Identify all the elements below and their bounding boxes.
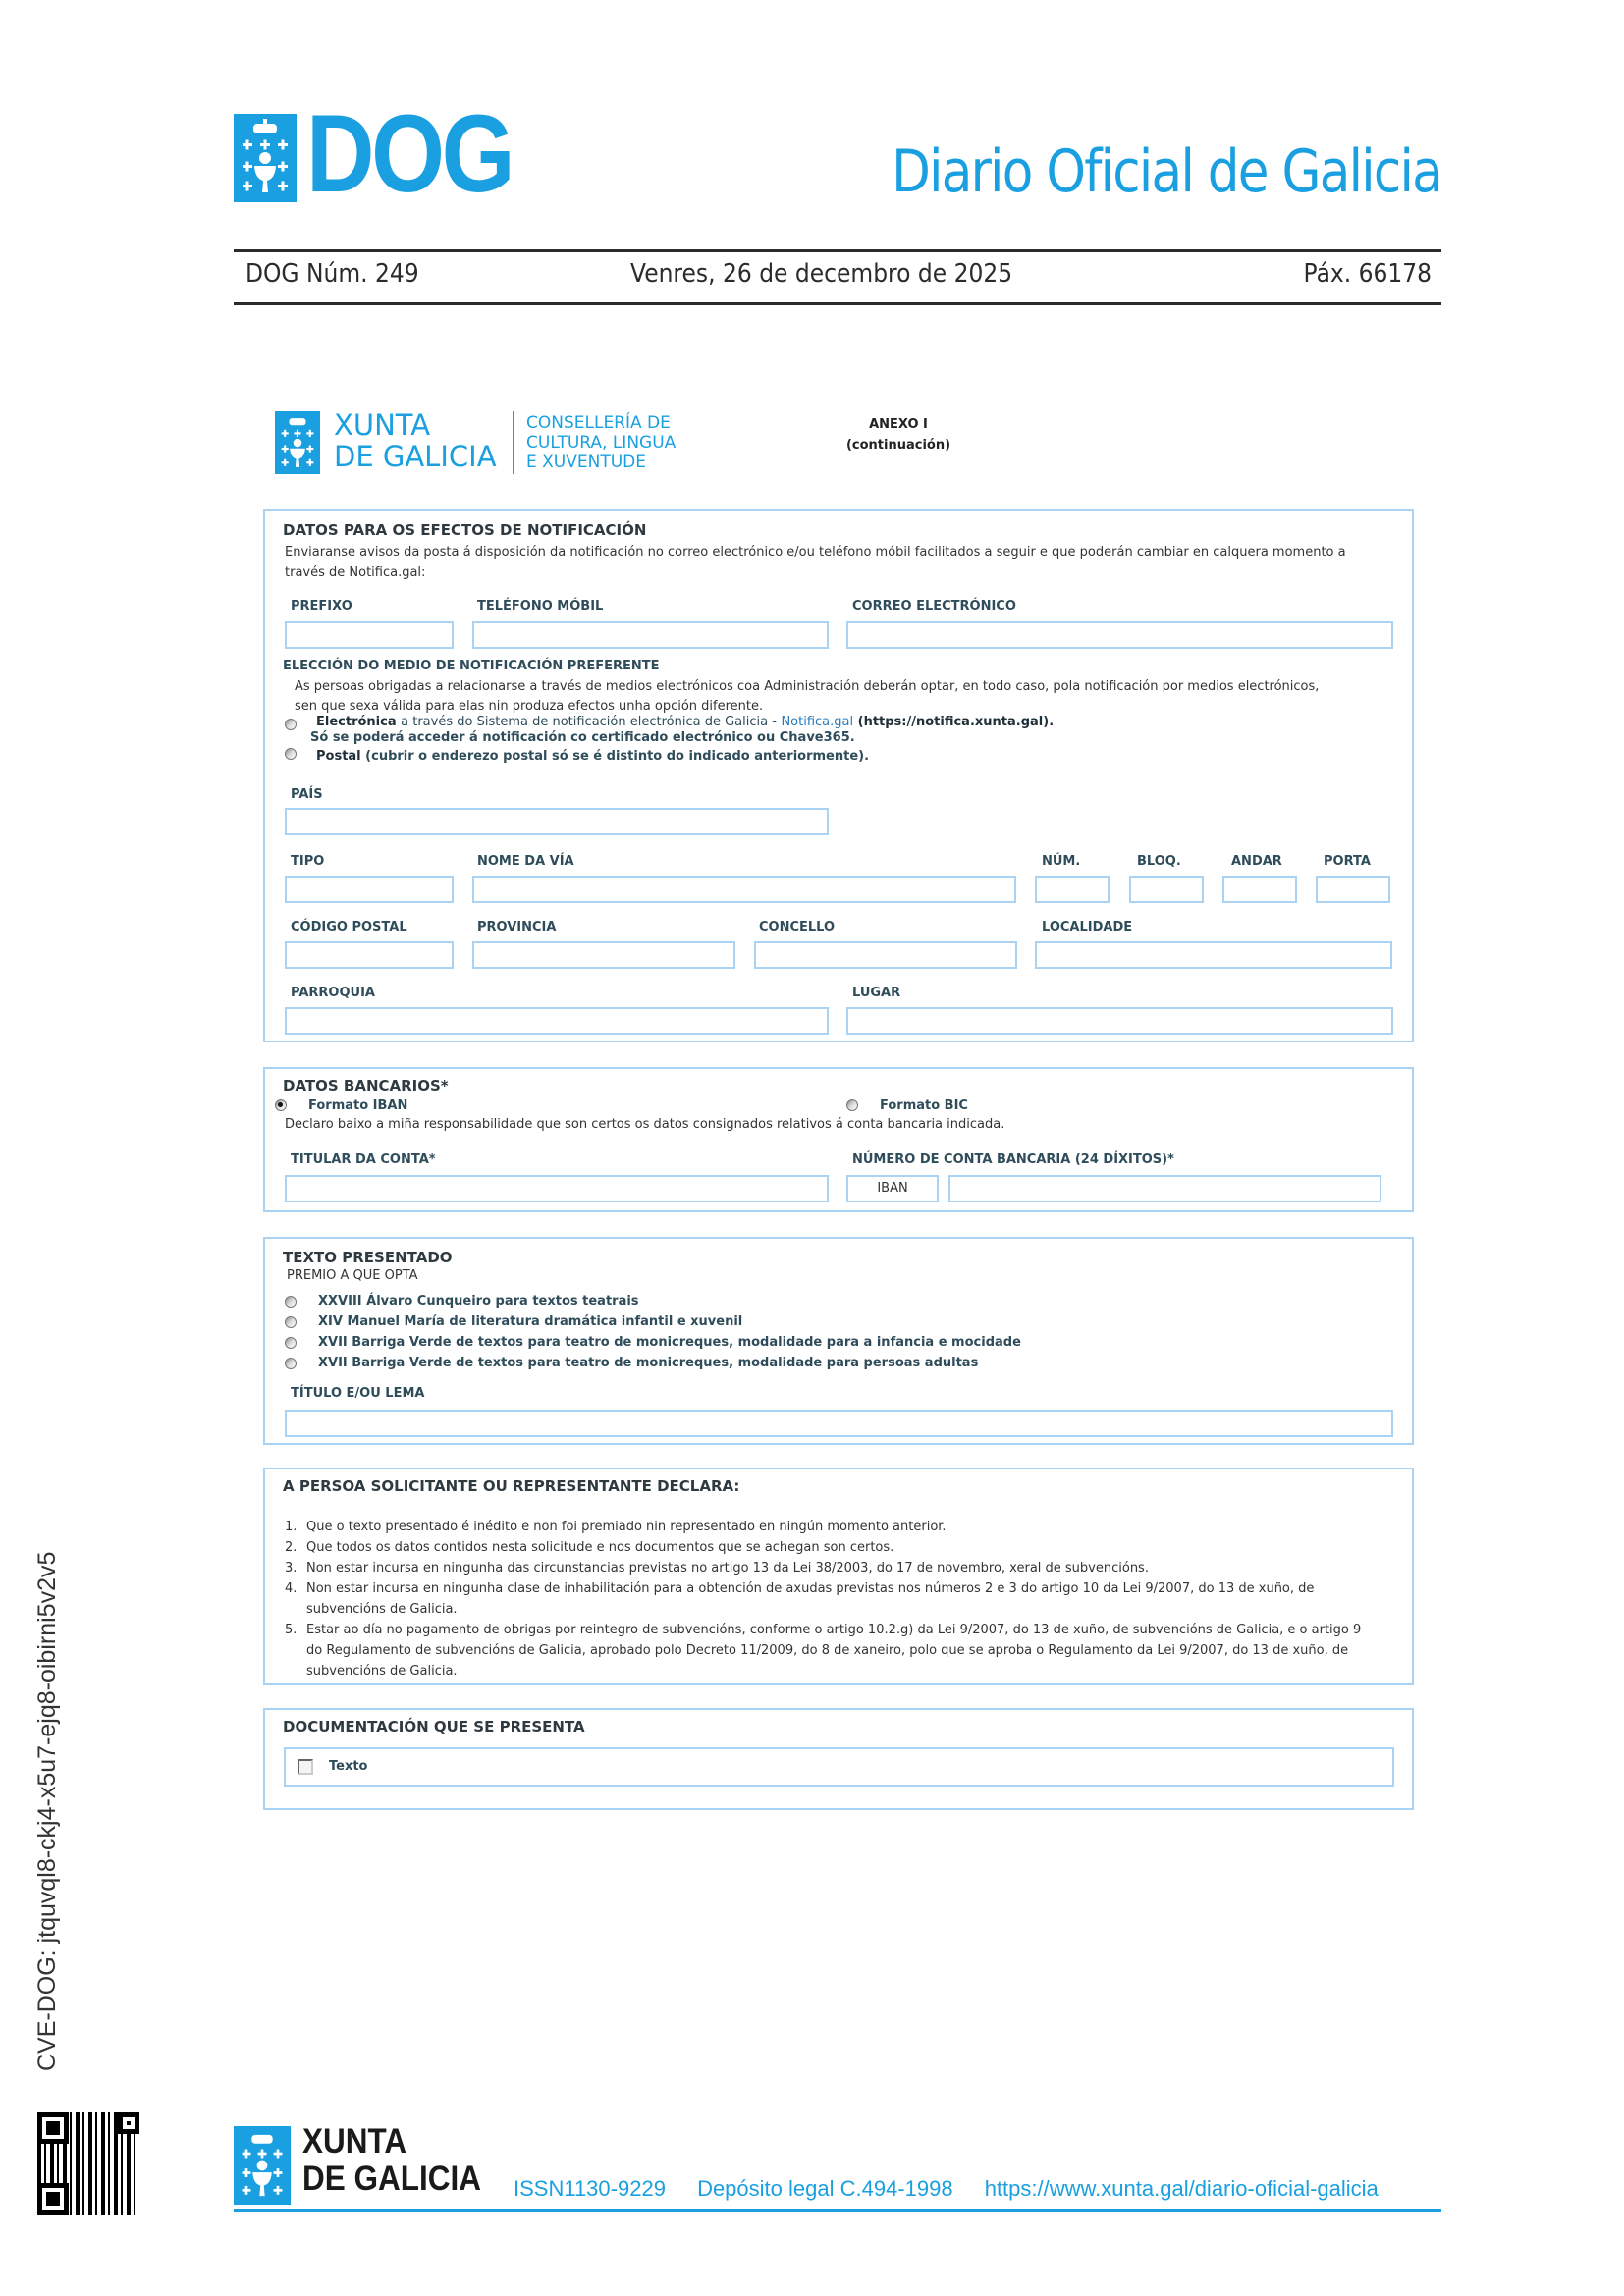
dog-logo-text: DOG: [306, 92, 513, 215]
iban-format-label: Formato IBAN: [308, 1098, 408, 1113]
notification-section: [263, 509, 1414, 1042]
declaration-line: subvencións de Galicia.: [306, 1602, 458, 1617]
declaration-line: do Regulamento de subvencións de Galicia, aprobado polo Decreto 11/2009, do 8 de xaneiro, polo que se aproba o Regulamento da Lei 9/2007, do 13 de xuño, de: [306, 1643, 1349, 1658]
postal-notification-radio[interactable]: [285, 748, 297, 760]
declaration-number: 1.: [285, 1520, 298, 1534]
postal-code-label: CÓDIGO POSTAL: [291, 920, 407, 934]
declaration-line: subvencións de Galicia.: [306, 1664, 458, 1679]
footer-coat-of-arms-icon: [234, 2126, 291, 2205]
xunta-line2: DE GALICIA: [334, 440, 497, 473]
footer-info: [514, 2176, 1404, 2202]
document-text-label: Texto: [329, 1759, 368, 1774]
header-top-rule: [234, 249, 1441, 252]
consellaria-line2: CULTURA, LINGUA: [526, 433, 677, 453]
number-input[interactable]: [1035, 876, 1110, 903]
electronic-notification-radio[interactable]: [285, 719, 297, 730]
account-number-label: NÚMERO DE CONTA BANCARIA (24 DÍXITOS)*: [852, 1152, 1174, 1167]
postal-bold: Postal: [316, 749, 361, 764]
issue-date: Venres, 26 de decembro de 2025: [630, 259, 1013, 289]
qr-code-icon: [37, 2112, 139, 2215]
province-label: PROVINCIA: [477, 920, 557, 934]
block-label: BLOQ.: [1137, 854, 1181, 869]
account-holder-input[interactable]: [285, 1175, 829, 1202]
email-label: CORREO ELECTRÓNICO: [852, 599, 1016, 614]
declaration-number: 2.: [285, 1540, 298, 1555]
declaration-number: 5.: [285, 1623, 298, 1637]
issue-number: DOG Núm. 249: [245, 259, 419, 289]
parish-input[interactable]: [285, 1007, 829, 1035]
prize-label-option: XXVIII Álvaro Cunqueiro para textos teatrais: [318, 1294, 639, 1308]
postal-text: (cubrir o enderezo postal só se é distinto do indicado anteriormente).: [365, 749, 870, 764]
issn: ISSN1130-9229: [514, 2176, 666, 2201]
title-motto-label: TÍTULO E/OU LEMA: [291, 1386, 425, 1401]
header-bottom-rule: [234, 302, 1441, 305]
page-number: Páx. 66178: [1303, 259, 1432, 289]
footer-xunta-line1: XUNTA: [302, 2122, 407, 2161]
council-label: CONCELLO: [759, 920, 836, 934]
section-title: A PERSOA SOLICITANTE OU REPRESENTANTE DECLARA:: [283, 1477, 740, 1495]
place-label: LUGAR: [852, 986, 901, 1000]
locality-input[interactable]: [1035, 941, 1392, 969]
prefix-label: PREFIXO: [291, 599, 352, 614]
declaration-section: [263, 1468, 1414, 1685]
consellaria-line1: CONSELLERÍA DE: [526, 413, 671, 433]
account-number-input[interactable]: [948, 1175, 1381, 1202]
consellaria-line3: E XUVENTUDE: [526, 453, 646, 472]
declaration-line: Que o texto presentado é inédito e non foi premiado nin representado en ningún momento anterior.: [306, 1520, 947, 1534]
declaration-item: [285, 1620, 1384, 1682]
preferred-medium-line2: sen que sexa válida para elas nin produza efectos unha opción diferente.: [295, 699, 764, 714]
type-input[interactable]: [285, 876, 454, 903]
cve-code: CVE-DOG: jtquvql8-ckj4-x5u7-ejq8-oibirni5v2v5: [33, 1551, 61, 2071]
street-input[interactable]: [472, 876, 1016, 903]
annex-heading: [825, 414, 972, 455]
email-input[interactable]: [846, 621, 1393, 649]
country-input[interactable]: [285, 808, 829, 835]
legal-deposit: Depósito legal C.494-1998: [697, 2176, 953, 2201]
annex-title: ANEXO I: [869, 417, 928, 432]
electronic-notification-note: Só se poderá acceder á notificación co certificado electrónico ou Chave365.: [310, 730, 855, 745]
street-label: NOME DA VÍA: [477, 854, 574, 869]
footer-rule: [234, 2209, 1441, 2212]
bank-details-section: [263, 1067, 1414, 1212]
prize-label-option: XVII Barriga Verde de textos para teatro de monicreques, modalidade para a infancia e mocidade: [318, 1335, 1021, 1350]
mobile-label: TELÉFONO MÓBIL: [477, 599, 604, 614]
preferred-medium-title: ELECCIÓN DO MEDIO DE NOTIFICACIÓN PREFERENTE: [283, 659, 660, 673]
footer-url-link[interactable]: https://www.xunta.gal/diario-oficial-galicia: [984, 2176, 1379, 2201]
annex-subtitle: (continuación): [845, 438, 951, 453]
postal-notification-label: [316, 749, 869, 764]
parish-label: PARROQUIA: [291, 986, 375, 1000]
council-input[interactable]: [754, 941, 1017, 969]
section-title: DATOS PARA OS EFECTOS DE NOTIFICACIÓN: [283, 521, 647, 539]
declaration-line: Non estar incursa en ningunha clase de inhabilitación para a obtención de axudas previstas nos números 2 e 3 do artigo 10 da Lei 9/2007, do 13 de xuño, de: [306, 1581, 1315, 1596]
footer-xunta-logo: [302, 2123, 481, 2198]
prize-label: PREMIO A QUE OPTA: [287, 1268, 418, 1283]
prize-radio[interactable]: [285, 1316, 297, 1328]
electronic-notification-label: [316, 715, 1054, 729]
section-title: TEXTO PRESENTADO: [283, 1249, 453, 1266]
footer-xunta-line2: DE GALICIA: [302, 2160, 482, 2198]
bank-declaration: Declaro baixo a miña responsabilidade que son certos os datos consignados relativos á conta bancaria indicada.: [285, 1117, 1005, 1132]
prize-radio[interactable]: [285, 1296, 297, 1308]
prize-label-option: XVII Barriga Verde de textos para teatro de monicreques, modalidade para persoas adultas: [318, 1356, 979, 1370]
declaration-list: [285, 1517, 1384, 1682]
declaration-line: Que todos os datos contidos nesta solicitude e nos documentos que se achegan son certos.: [306, 1540, 894, 1555]
iban-format-radio[interactable]: [275, 1099, 287, 1111]
number-label: NÚM.: [1042, 854, 1081, 869]
logo-separator: [513, 411, 514, 474]
door-label: PORTA: [1324, 854, 1371, 869]
notification-intro-line1: Enviaranse avisos da posta á disposición da notificación no correo electrónico e/ou teléfono móbil facilitados a seguir e que poderán cambiar en calquera momento a: [285, 545, 1346, 560]
prize-radio[interactable]: [285, 1358, 297, 1369]
electronic-bold: Electrónica: [316, 715, 397, 729]
header-info-row: [245, 259, 1432, 298]
prefix-input[interactable]: [285, 621, 454, 649]
document-text-checkbox[interactable]: [298, 1759, 313, 1775]
mobile-input[interactable]: [472, 621, 829, 649]
block-input[interactable]: [1129, 876, 1204, 903]
documentation-item: [284, 1747, 1394, 1787]
type-label: TIPO: [291, 854, 325, 869]
notification-intro-line2: través de Notifica.gal:: [285, 565, 426, 580]
title-motto-input[interactable]: [285, 1410, 1393, 1437]
consellaria-name: [526, 413, 676, 472]
documentation-section: [263, 1708, 1414, 1810]
iban-prefix: IBAN: [846, 1175, 939, 1202]
postal-code-input[interactable]: [285, 941, 454, 969]
xunta-line1: XUNTA: [334, 408, 431, 442]
declaration-item: [285, 1517, 1384, 1537]
bic-format-radio[interactable]: [846, 1099, 858, 1111]
floor-input[interactable]: [1222, 876, 1297, 903]
preferred-medium-line1: As persoas obrigadas a relacionarse a través de medios electrónicos coa Administración deberán optar, en todo caso, pola notificación por medios electrónicos,: [295, 679, 1320, 694]
declaration-item: [285, 1578, 1384, 1620]
holder-label: TITULAR DA CONTA*: [291, 1152, 436, 1167]
place-input[interactable]: [846, 1007, 1393, 1035]
xunta-coat-of-arms-icon: [275, 411, 320, 474]
declaration-item: [285, 1537, 1384, 1558]
declaration-number: 4.: [285, 1581, 298, 1596]
xunta-logo-text: [334, 409, 497, 472]
door-input[interactable]: [1316, 876, 1390, 903]
bic-format-label: Formato BIC: [880, 1098, 968, 1113]
electronic-text: a través do Sistema de notificación electrónica de Galicia -: [401, 715, 777, 729]
declaration-number: 3.: [285, 1561, 298, 1575]
prize-radio[interactable]: [285, 1337, 297, 1349]
province-input[interactable]: [472, 941, 735, 969]
declaration-line: Estar ao día no pagamento de obrigas por reintegro de subvencións, conforme o artigo 10.2.g) da Lei 9/2007, do 13 de xuño, de subvencións de Galicia, e o artigo 9: [306, 1623, 1362, 1637]
locality-label: LOCALIDADE: [1042, 920, 1133, 934]
country-label: PAÍS: [291, 787, 323, 802]
declaration-line: Non estar incursa en ningunha das circunstancias previstas no artigo 13 da Lei 38/2003, do 17 de novembro, xeral de subvencións.: [306, 1561, 1149, 1575]
section-title: DATOS BANCARIOS*: [283, 1077, 449, 1095]
declaration-item: [285, 1558, 1384, 1578]
section-title: DOCUMENTACIÓN QUE SE PRESENTA: [283, 1718, 585, 1735]
publication-title: Diario Oficial de Galicia: [892, 137, 1441, 206]
prize-label-option: XIV Manuel María de literatura dramática infantil e xuvenil: [318, 1314, 743, 1329]
notifica-url: (https://notifica.xunta.gal).: [857, 715, 1055, 729]
notifica-gal-link[interactable]: Notifica.gal: [781, 715, 854, 729]
floor-label: ANDAR: [1231, 854, 1282, 869]
text-presented-section: [263, 1237, 1414, 1445]
galicia-coat-of-arms-icon: [234, 114, 297, 202]
